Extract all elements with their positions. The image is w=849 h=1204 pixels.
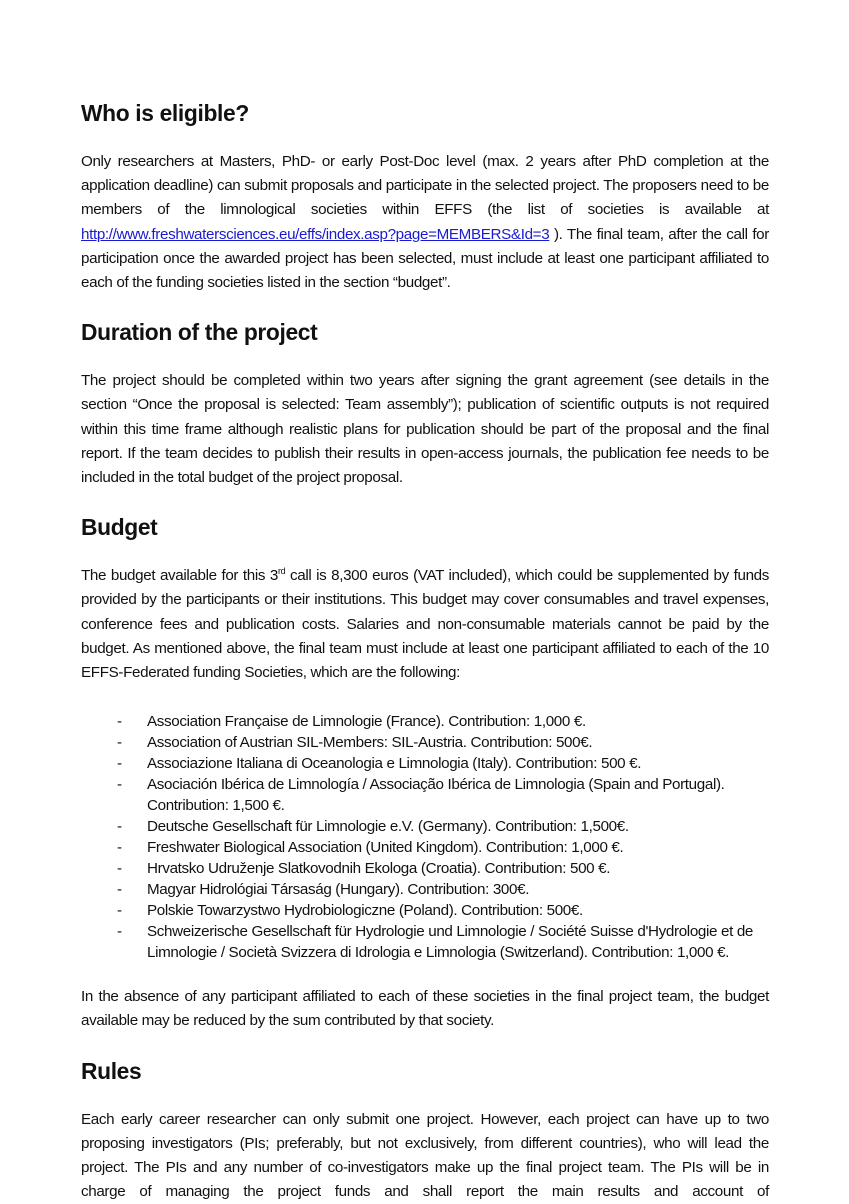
paragraph-eligibility xyxy=(81,150,769,295)
list-item xyxy=(81,837,769,858)
heading-rules: Rules xyxy=(81,1057,142,1084)
society-text: Magyar Hidrológiai Társaság (Hungary). Contribution: 300€. xyxy=(147,881,530,899)
societies-list xyxy=(81,711,769,963)
society-text: Associazione Italiana di Oceanologia e Limnologia (Italy). Contribution: 500 €. xyxy=(147,755,642,773)
bullet-dash: - xyxy=(117,902,122,920)
society-text: Freshwater Biological Association (United Kingdom). Contribution: 1,000 €. xyxy=(147,839,624,857)
society-text: Association of Austrian SIL-Members: SIL-Austria. Contribution: 500€. xyxy=(147,734,593,752)
bullet-dash: - xyxy=(117,755,122,773)
budget-text-post: call is 8,300 euros (VAT included), which could be supplemented by funds provided by the participants or their institutions. This budget may cover consumables and travel expenses, conference fees and publication costs. Salaries and non-consumable materials cannot be paid by the budget. As mentioned above, the final team must include at least one participant affiliated to each of the 10 EFFS-Federated funding Societies, which are the following: xyxy=(81,567,770,682)
bullet-dash: - xyxy=(117,818,122,836)
heading-eligibility: Who is eligible? xyxy=(81,100,249,126)
list-item xyxy=(81,732,769,753)
list-item xyxy=(81,711,769,732)
paragraph-budget xyxy=(81,564,769,685)
paragraph-budget-closing: In the absence of any participant affiliated to each of these societies in the final project team, the budget available may be reduced by the sum contributed by that society. xyxy=(81,988,769,1030)
list-item xyxy=(81,921,769,963)
paragraph-rules: Each early career researcher can only submit one project. However, each project can have up to two proposing investigators (PIs; preferably, but not exclusively, from different countries), who will lead the project. The PIs and any number of co-investigators make up the final project team. The PIs will be in charge of managing the project funds and shall report the main results and account of xyxy=(81,1110,769,1201)
society-text: Asociación Ibérica de Limnología / Associação Ibérica de Limnologia (Spain and Portugal). Contribution: 1,500 €. xyxy=(147,776,725,815)
list-item xyxy=(81,858,769,879)
heading-duration: Duration of the project xyxy=(81,319,318,346)
heading-budget: Budget xyxy=(81,514,158,541)
society-text: Polskie Towarzystwo Hydrobiologiczne (Poland). Contribution: 500€. xyxy=(147,902,583,920)
bullet-dash: - xyxy=(117,923,122,941)
document-page xyxy=(81,101,769,1204)
list-item xyxy=(81,900,769,921)
budget-text-pre: The budget available for this 3 xyxy=(81,567,278,585)
bullet-dash: - xyxy=(117,713,122,731)
list-item xyxy=(81,753,769,774)
society-text: Deutsche Gesellschaft für Limnologie e.V. (Germany). Contribution: 1,500€. xyxy=(147,818,629,836)
eligibility-text-before: Only researchers at Masters, PhD- or early Post-Doc level (max. 2 years after PhD completion at the application deadline) can submit proposals and participate in the selected project. The proposers need to be members of the limnological societies within EFFS (the list of societies is available at xyxy=(81,153,769,219)
bullet-dash: - xyxy=(117,734,122,752)
paragraph-duration: The project should be completed within two years after signing the grant agreement (see details in the section “Once the proposal is selected: Team assembly”); publication of scientific outputs is not required within this time frame although realistic plans for publication should be part of the proposal and the final report. If the team decides to publish their results in open-access journals, the publication fee needs to be included in the total budget of the project proposal. xyxy=(81,372,769,487)
list-item xyxy=(81,816,769,837)
list-item xyxy=(81,879,769,900)
eligibility-text-after: ). The final team, after the call for participation once the awarded project has been selected, must include at least one participant affiliated to each of the funding societies listed in the section “budget”. xyxy=(81,225,769,292)
bullet-dash: - xyxy=(117,881,122,899)
society-text: Schweizerische Gesellschaft für Hydrologie und Limnologie / Société Suisse d'Hydrologie et de Limnologie / Società Svizzera di Idrologia e Limnologia (Switzerland). Contribution: 1,000 €. xyxy=(147,923,754,962)
bullet-dash: - xyxy=(117,839,122,857)
members-link[interactable]: http://www.freshwatersciences.eu/effs/index.asp?page=MEMBERS&Id=3 xyxy=(81,225,550,243)
bullet-dash: - xyxy=(117,776,122,794)
list-item xyxy=(81,774,769,816)
society-text: Hrvatsko Udruženje Slatkovodnih Ekologa (Croatia). Contribution: 500 €. xyxy=(147,860,611,878)
ordinal-superscript: rd xyxy=(277,566,286,577)
society-text: Association Française de Limnologie (France). Contribution: 1,000 €. xyxy=(147,713,586,731)
bullet-dash: - xyxy=(117,860,122,878)
